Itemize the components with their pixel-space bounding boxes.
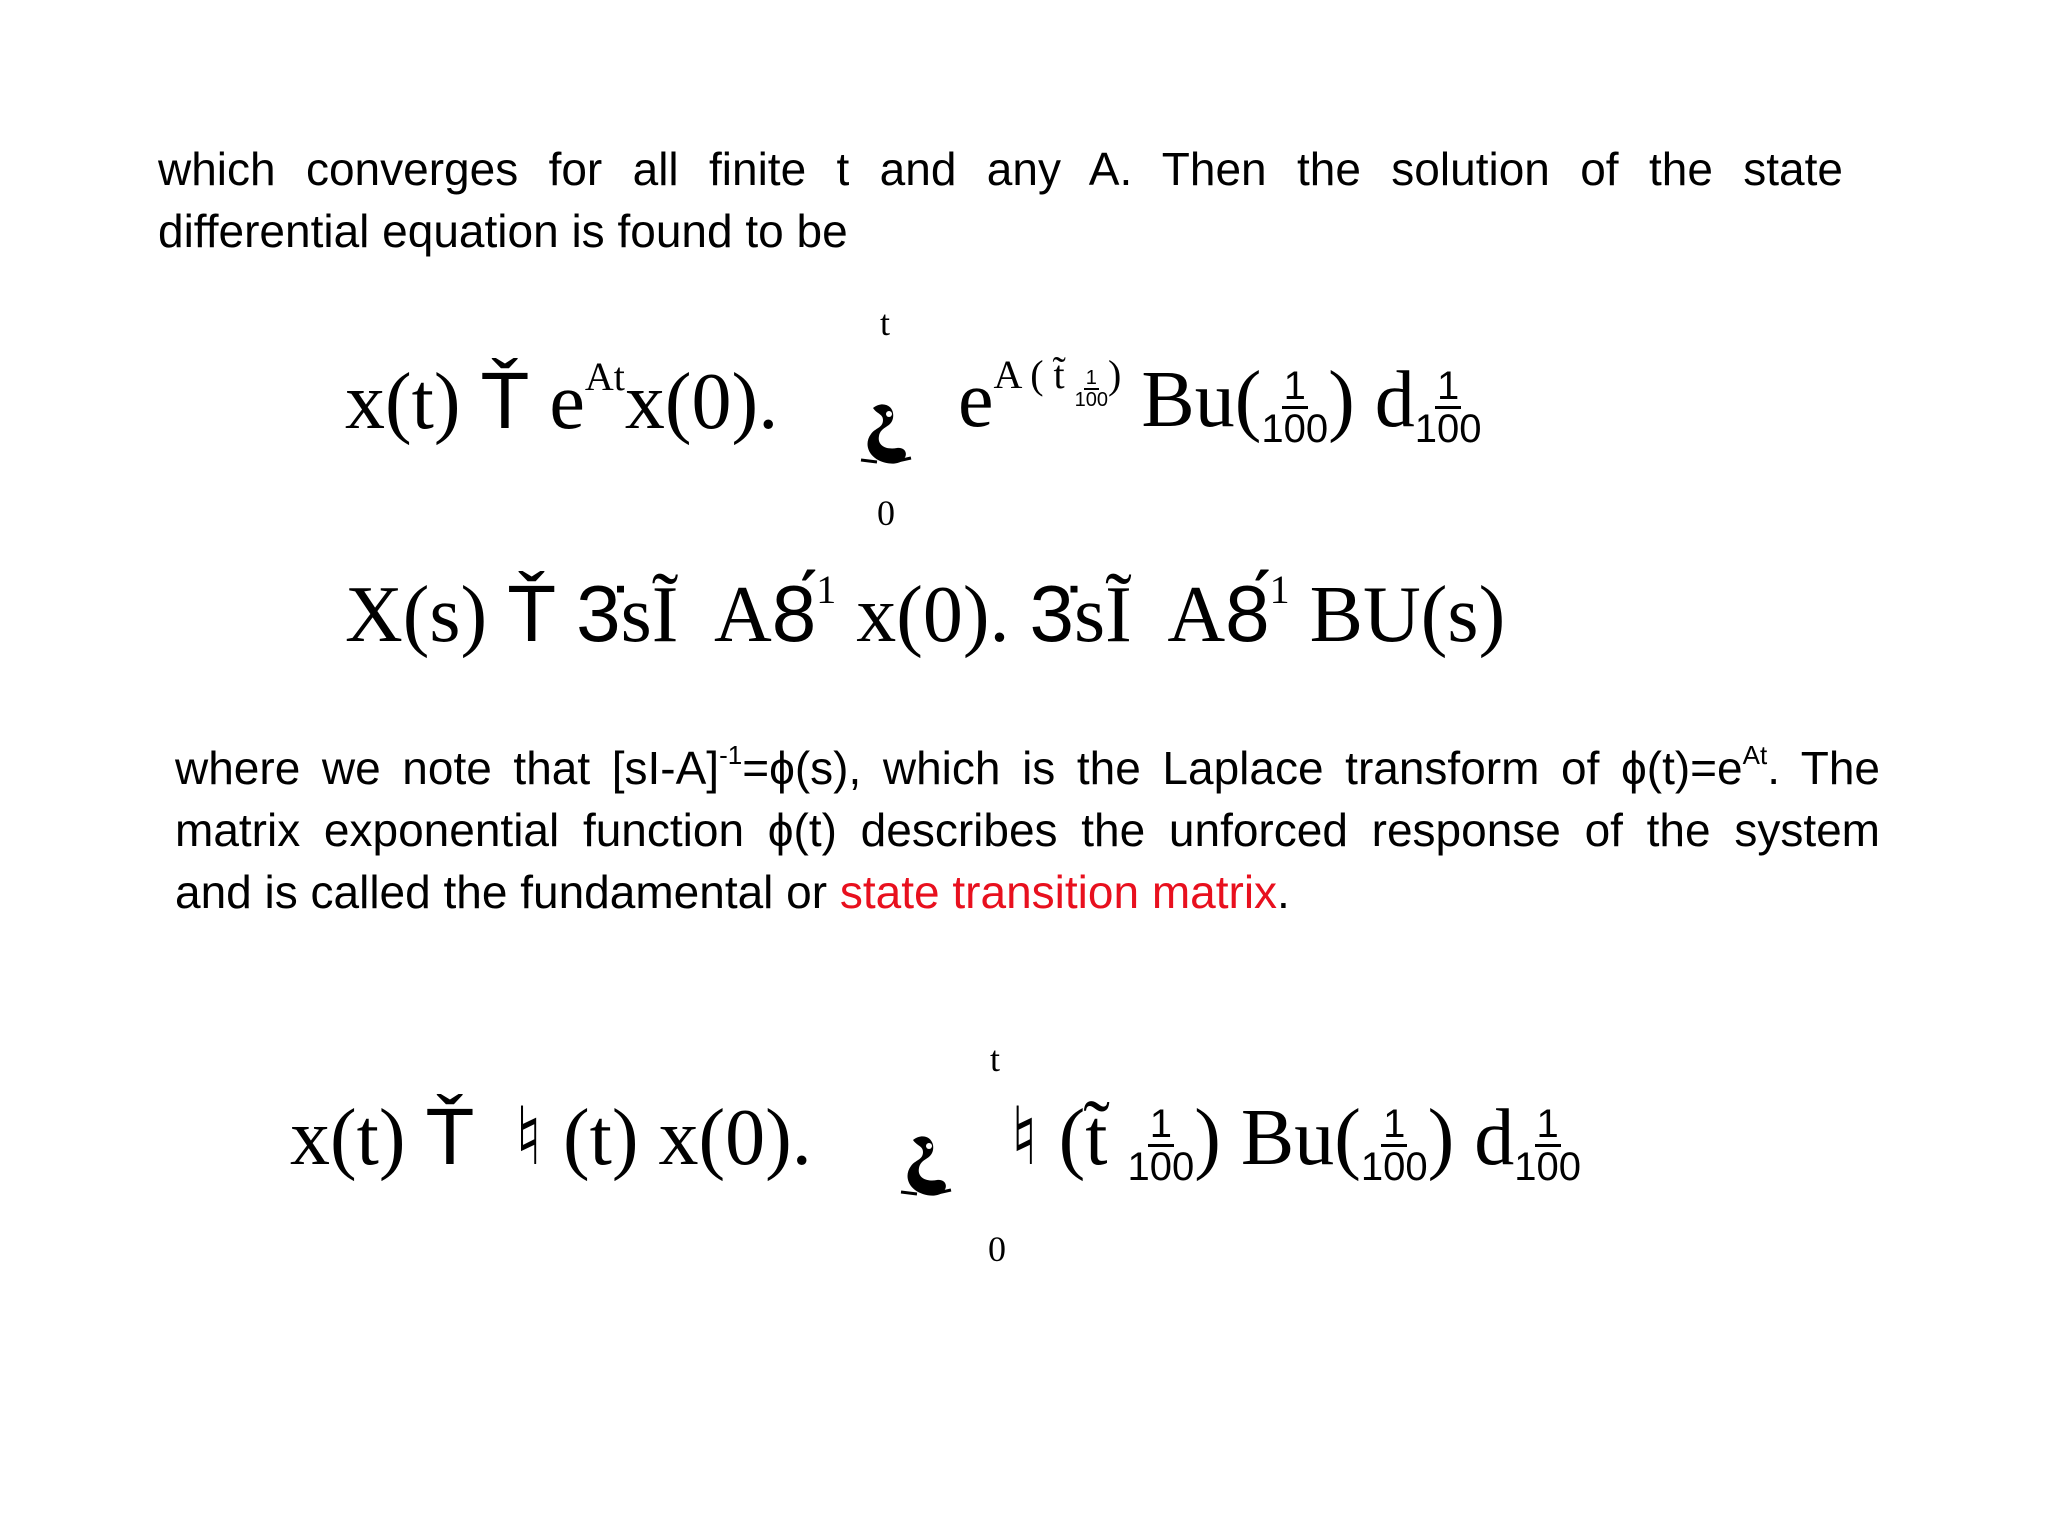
eq1-lower-limit: 0 (877, 493, 895, 533)
eq2-a: A (713, 571, 772, 659)
eq2-dot: . (989, 571, 1010, 659)
eq1-upper-limit: t (880, 303, 891, 343)
integral-symbol-icon (853, 398, 917, 468)
explanation-line-2: matrix exponential function ϕ(t) describes the unforced response of the system (175, 804, 1880, 856)
eq3-lower-limit: 0 (988, 1229, 1006, 1269)
eq2-a-2: A (1167, 571, 1226, 659)
state-transition-matrix-term: state transition matrix (839, 866, 1278, 918)
eq1-integrand-sup: A ( t̃ 1 100 ) (993, 352, 1122, 411)
eq3-upper-limit: t (990, 1039, 1001, 1079)
eq3-d: d (1474, 1094, 1515, 1182)
eq1-sup-fraction: $\frac{1}{100}$ (1074, 367, 1109, 411)
eq1-close-paren: ) (1328, 356, 1355, 444)
explanation-line-1: where we note that $[sI-A]^{-1}=\phi(s)$, which is the Laplace transform of $\phi(t)=e^{At}$. The (175, 740, 1880, 794)
eq3-dot: . (791, 1094, 812, 1182)
intro-line-1: which converges for all finite t and any A. Then the solution of the state (158, 143, 1843, 195)
eq3-phi-glyph: ♮ (514, 1092, 543, 1181)
eq3-fraction-2: $\frac{1}{100}$ (1360, 1102, 1428, 1190)
eq1-equals-glyph: Ť (480, 356, 530, 445)
eq3-phi-glyph-2: ♮ (1010, 1092, 1039, 1181)
explanation-line-3: and is called the fundamental or state transition matrix. (175, 866, 1290, 918)
eq1-exp-sup: At (584, 354, 625, 399)
eq2-exp-1: 1 (816, 567, 837, 612)
eq1-dot: . (758, 358, 779, 446)
intro-paragraph (158, 138, 1843, 262)
eq3-open-t: (t̃ (1058, 1094, 1108, 1182)
eq1-lhs: x(t) (345, 358, 461, 446)
eq1-d: d (1374, 356, 1415, 444)
eq3-bu: Bu( (1240, 1094, 1361, 1182)
eq3-t-paren: (t) (562, 1094, 639, 1182)
eq2-bu: BU(s) (1309, 571, 1506, 659)
eq3-equals-glyph: Ť (425, 1092, 475, 1181)
eq2-open-bracket: 3̇ (576, 569, 621, 658)
eq1-bu: Bu( (1141, 356, 1262, 444)
eq3-fraction-1: $\frac{1}{100}$ (1127, 1102, 1195, 1190)
eq3-fraction-3: $\frac{1}{100}$ (1514, 1102, 1581, 1190)
eq3-lhs: x(t) (290, 1094, 406, 1182)
eq1-integrand-base: e (958, 356, 994, 444)
eq2-lhs: X(s) (345, 571, 488, 659)
eq2-equals-glyph: Ť (507, 569, 557, 658)
eq2-close-bracket-2: 8́ (1225, 569, 1270, 658)
eq2-open-bracket-2: 3̇ (1029, 569, 1074, 658)
eq2-x0: x(0) (856, 571, 990, 659)
eq2-si: sĨ (620, 571, 679, 659)
eq2-close-bracket: 8́ (771, 569, 817, 658)
eq3-close-paren: ) (1194, 1094, 1221, 1182)
eq1-fraction-2: $\frac{1}{100}$ (1414, 364, 1482, 452)
integral-symbol-icon-2 (893, 1130, 957, 1200)
eq2-si-2: sĨ (1074, 571, 1132, 659)
explanation-paragraph (175, 737, 1880, 923)
eq3-x0: x(0) (658, 1094, 792, 1182)
equation-2 (345, 568, 1505, 661)
eq1-fraction-1: $\frac{1}{100}$ (1261, 364, 1329, 452)
eq2-exp-2: 1 (1269, 567, 1290, 612)
intro-line-2: differential equation is found to be (158, 205, 848, 257)
eq1-x0: x(0) (624, 358, 759, 446)
eq1-exp-base: e (549, 358, 585, 446)
eq3-close-paren-2: ) (1427, 1094, 1455, 1182)
